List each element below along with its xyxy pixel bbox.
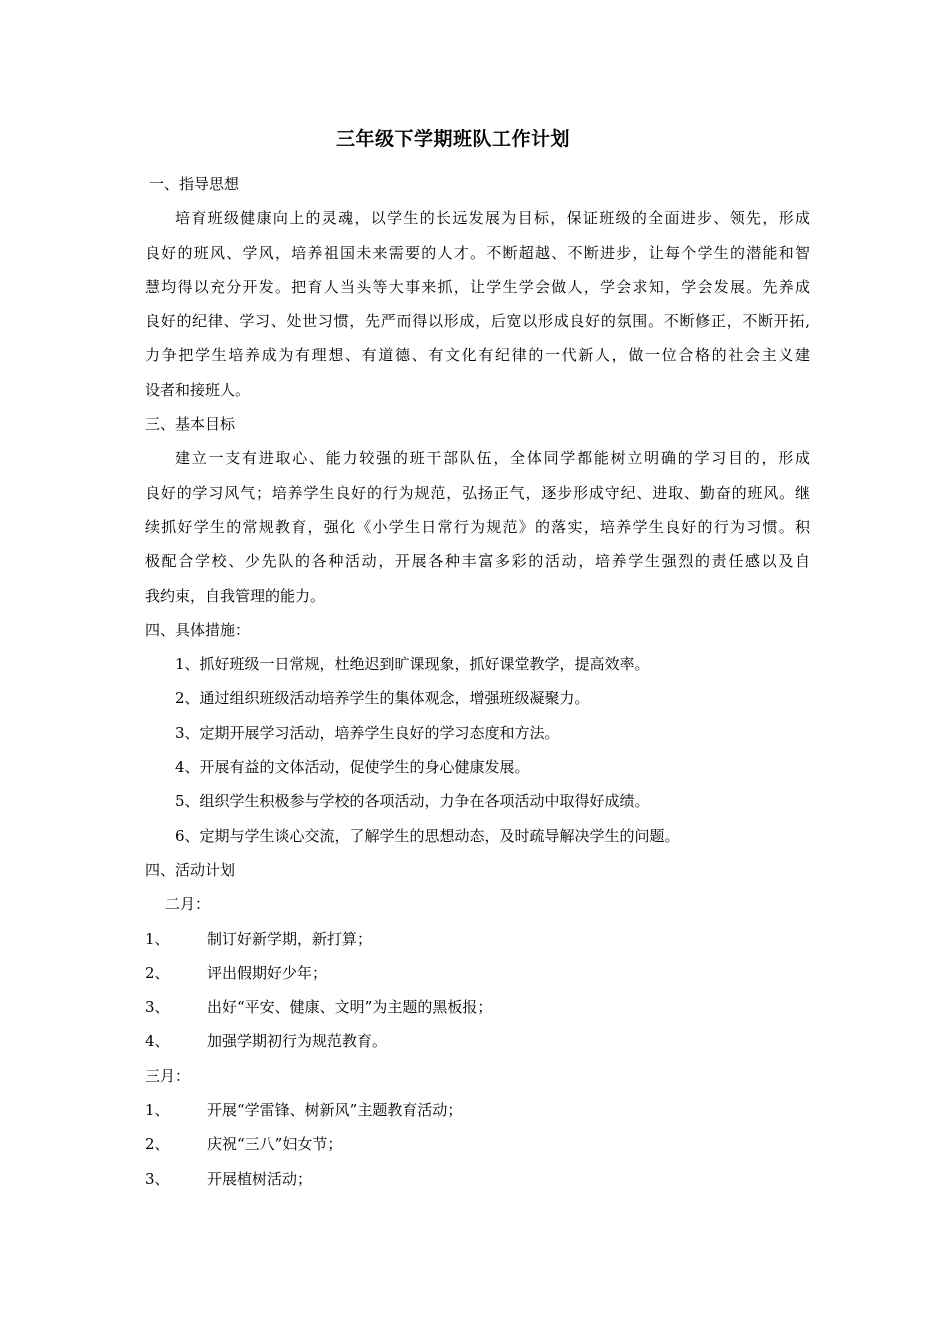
paragraph-line: 我约束，自我管理的能力。 bbox=[145, 586, 326, 605]
paragraph-line: 续抓好学生的常规教育，强化《小学生日常行为规范》的落实，培养学生良好的行为习惯。积 bbox=[145, 517, 810, 536]
plan-item-number: 1、 bbox=[145, 929, 170, 948]
paragraph-line: 良好的班风、学风，培养祖国未来需要的人才。不断超越、不断进步，让每个学生的潜能和智 bbox=[145, 243, 810, 262]
plan-item-text: 评出假期好少年； bbox=[207, 963, 328, 982]
plan-item bbox=[145, 1098, 810, 1132]
plan-item-text: 开展“学雷锋、树新风”主题教育活动； bbox=[207, 1101, 463, 1120]
paragraph-line: 力争把学生培养成为有理想、有道德、有文化有纪律的一代新人，做一位合格的社会主义建 bbox=[145, 346, 810, 365]
plan-item-number: 4、 bbox=[145, 1032, 170, 1051]
plan-item-text: 制订好新学期，新打算； bbox=[207, 929, 373, 948]
section-heading-guiding: 一、指导思想 bbox=[149, 175, 240, 193]
paragraph-line: 设者和接班人。 bbox=[145, 380, 251, 399]
measure-item: 4、开展有益的文体活动，促使学生的身心健康发展。 bbox=[175, 758, 530, 777]
plan-item-text: 庆祝“三八”妇女节； bbox=[207, 1135, 343, 1154]
measure-item: 5、组织学生积极参与学校的各项活动，力争在各项活动中取得好成绩。 bbox=[175, 792, 650, 811]
paragraph-line: 良好的学习风气；培养学生良好的行为规范，弘扬正气，逐步形成守纪、进取、勤奋的班风。继 bbox=[145, 483, 810, 502]
measure-item: 6、定期与学生谈心交流，了解学生的思想动态，及时疏导解决学生的问题。 bbox=[175, 826, 680, 845]
section-heading-plan: 四、活动计划 bbox=[145, 860, 236, 879]
plan-item-text: 出好“平安、健康、文明”为主题的黑板报； bbox=[207, 998, 493, 1017]
plan-item-number: 1、 bbox=[145, 1101, 170, 1120]
plan-item-number: 2、 bbox=[145, 963, 170, 982]
plan-item bbox=[145, 961, 810, 995]
plan-item bbox=[145, 1029, 810, 1063]
section-heading-goals: 三、基本目标 bbox=[145, 415, 236, 434]
paragraph-line: 慧均得以充分开发。把育人当头等大事来抓，让学生学会做人，学会求知，学会发展。先养成 bbox=[145, 277, 810, 296]
plan-item bbox=[145, 1132, 810, 1166]
document-body bbox=[145, 172, 810, 1201]
plan-item-number: 3、 bbox=[145, 1169, 170, 1188]
month-heading-feb: 二月： bbox=[165, 895, 211, 914]
plan-item bbox=[145, 995, 810, 1029]
paragraph-line: 培育班级健康向上的灵魂，以学生的长远发展为目标，保证班级的全面进步、领先，形成 bbox=[175, 209, 810, 228]
plan-item-number: 3、 bbox=[145, 998, 170, 1017]
paragraph-line: 极配合学校、少先队的各种活动，开展各种丰富多彩的活动，培养学生强烈的责任感以及自 bbox=[145, 552, 810, 571]
month-heading-mar: 三月： bbox=[145, 1066, 191, 1085]
plan-item bbox=[145, 1167, 810, 1201]
measure-item: 1、抓好班级一日常规，杜绝迟到旷课现象，抓好课堂教学，提高效率。 bbox=[175, 655, 650, 674]
section-heading-measures: 四、具体措施： bbox=[145, 620, 251, 639]
paragraph-line: 良好的纪律、学习、处世习惯，先严而得以形成，后宽以形成良好的氛围。不断修正，不断开拓, bbox=[145, 312, 810, 331]
paragraph-line: 建立一支有进取心、能力较强的班干部队伍，全体同学都能树立明确的学习目的，形成 bbox=[175, 449, 810, 468]
plan-item bbox=[145, 927, 810, 961]
plan-item-text: 加强学期初行为规范教育。 bbox=[207, 1032, 388, 1051]
document-title: 三年级下学期班队工作计划 bbox=[335, 128, 570, 150]
measure-item: 2、通过组织班级活动培养学生的集体观念，增强班级凝聚力。 bbox=[175, 689, 590, 708]
plan-item-number: 2、 bbox=[145, 1135, 170, 1154]
plan-item-text: 开展植树活动； bbox=[207, 1169, 313, 1188]
measure-item: 3、定期开展学习活动，培养学生良好的学习态度和方法。 bbox=[175, 723, 560, 742]
